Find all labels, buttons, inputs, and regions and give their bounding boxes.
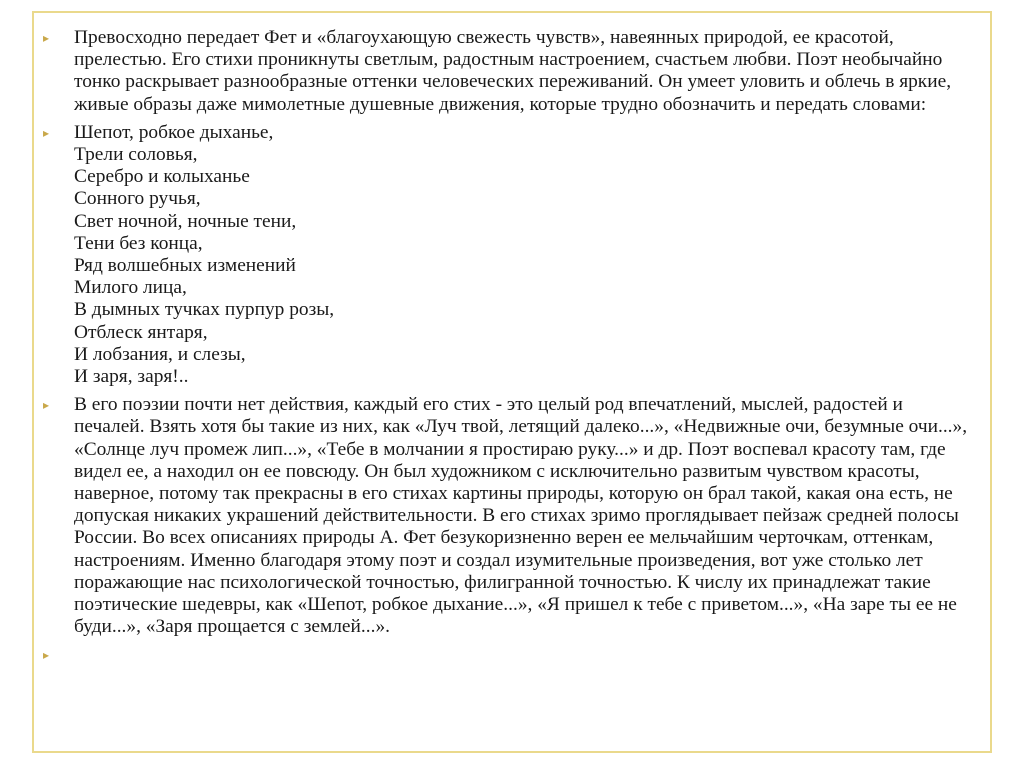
poem-line: Ряд волшебных изменений (74, 255, 296, 277)
poem-line: Трели соловья, (74, 144, 198, 166)
poem-line: Серебро и колыханье (74, 166, 250, 188)
bullet-intro-paragraph (42, 27, 972, 116)
bullet-arrow-icon: ▸ (43, 648, 50, 663)
analysis-paragraph-text: В его поэзии почти нет действия, каждый его стих - это целый род впечатлений, мыслей, радостей и печалей. Взять хотя бы такие из них, как «Луч твой, летящий далеко...», «Недвижные очи, безумные очи...», «Солнце луч промеж лип...», «Тебе в молчании я простираю руку...» и др. Поэт воспевал красоту там, где видел ее, а находил он ее повсюду. Он был художником с исключительно развитым чувством красоты, наверное, потому так прекрасны в его стихах картины природы, которую он брал такой, какая она есть, не допуская никаких украшений действительности. В его стихах зримо проглядывает пейзаж средней полосы России. Во всех описаниях природы А. Фет безукоризненно верен ее мельчайшим черточкам, оттенкам, настроениям. Именно благодаря этому поэт и создал изумительные произведения, вот уже столько лет поражающие нас психологической точностью, филигранной точностью. К числу их принадлежат такие поэтические шедевры, как «Шепот, робкое дыхание...», «Я пришел к тебе с приветом...», «На заре ты ее не буди...», «Заря прощается с землей...». (74, 394, 968, 638)
poem-line: И заря, заря!.. (74, 366, 189, 388)
poem-line: И лобзания, и слезы, (74, 343, 246, 365)
poem-line: Сонного ручья, (74, 188, 201, 210)
bullet-list (42, 27, 972, 672)
poem-line: Шепот, робкое дыханье, (74, 121, 274, 143)
poem-line: Милого лица, (74, 277, 187, 299)
bullet-analysis-paragraph (42, 394, 972, 638)
intro-paragraph-text: Превосходно передает Фет и «благоухающую свежесть чувств», навеянных природой, ее красотой, прелестью. Его стихи проникнуты светлым, радостным настроением, счастьем любви. Поэт необычайно тонко раскрывает разнообразные оттенки человеческих переживаний. Он умеет уловить и облечь в яркие, живые образы даже мимолетные душевные движения, которые трудно обозначить и передать словами: (74, 27, 952, 115)
poem-line: В дымных тучках пурпур розы, (74, 299, 335, 321)
bullet-arrow-icon: ▸ (43, 398, 50, 413)
bullet-arrow-icon: ▸ (43, 31, 50, 45)
bullet-arrow-icon: ▸ (43, 125, 50, 140)
bullet-poem (42, 122, 972, 388)
poem-line: Свет ночной, ночные тени, (74, 210, 297, 232)
poem-line: Тени без конца, (74, 232, 203, 254)
bullet-empty (42, 644, 972, 666)
poem-line: Отблеск янтаря, (74, 321, 208, 343)
